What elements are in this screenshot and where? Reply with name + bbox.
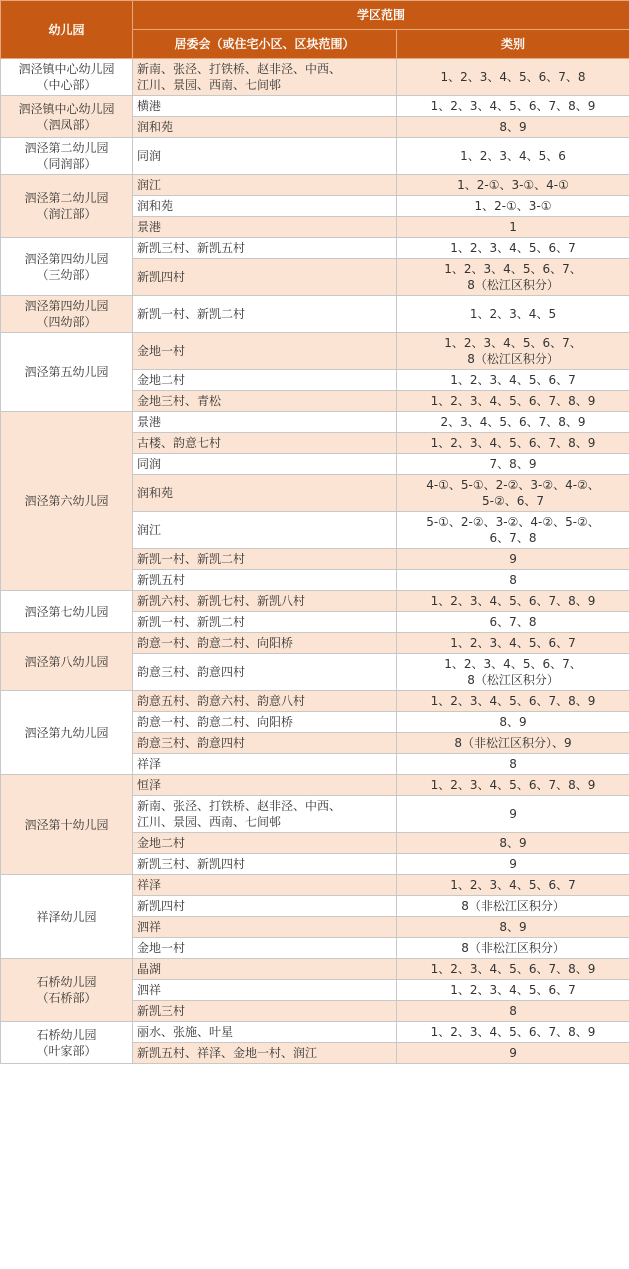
category-cell <box>397 138 629 175</box>
residence-cell <box>133 391 397 412</box>
cell-line: 8 <box>509 1004 517 1018</box>
residence-cell <box>133 138 397 175</box>
cell-line: （叶家部） <box>36 1043 97 1058</box>
cell-line: 9 <box>509 552 517 566</box>
cell-line: 新凯四村 <box>137 270 186 284</box>
cell-line: （四幼部） <box>36 315 97 329</box>
cell-line: 1、2、3、4、5、6、7 <box>450 878 576 892</box>
residence-cell <box>133 1022 397 1043</box>
cell-line: 祥泽 <box>137 878 162 892</box>
kindergarten-name <box>1 633 133 691</box>
cell-line: 泗祥 <box>137 920 162 934</box>
cell-line: 1、2、3、4、5、6、7 <box>450 983 576 997</box>
residence-cell <box>133 775 397 796</box>
kindergarten-name <box>1 775 133 875</box>
cell-line: 新凯一村、新凯二村 <box>137 307 246 321</box>
kindergarten-name <box>1 691 133 775</box>
category-cell <box>397 433 629 454</box>
cell-line: 7、8、9 <box>489 457 537 471</box>
cell-line: 新凯三村、新凯五村 <box>137 241 246 255</box>
cell-line: 1、2、3、4、5、6、7 <box>450 373 576 387</box>
category-cell <box>397 296 629 333</box>
category-cell <box>397 833 629 854</box>
cell-line: 1、2-①、3-①、4-① <box>457 178 569 192</box>
category-cell <box>397 549 629 570</box>
category-cell <box>397 117 629 138</box>
cell-line: 泗泾镇中心幼儿园 <box>18 101 115 116</box>
cell-line: 1、2、3、4、5 <box>469 307 557 321</box>
residence-cell <box>133 712 397 733</box>
category-cell <box>397 733 629 754</box>
cell-line: 4-①、5-①、2-②、3-②、4-②、 <box>426 478 600 492</box>
category-cell <box>397 512 629 549</box>
cell-line: 8（非松江区积分） <box>461 899 565 913</box>
cell-line: 景港 <box>137 415 162 429</box>
residence-cell <box>133 591 397 612</box>
residence-cell <box>133 333 397 370</box>
header-residence: 居委会（或住宅小区、区块范围） <box>133 30 397 59</box>
category-cell <box>397 896 629 917</box>
cell-line: 8（非松江区积分） <box>461 941 565 955</box>
category-cell <box>397 612 629 633</box>
cell-line: 泗泾第二幼儿园 <box>24 191 109 205</box>
residence-cell <box>133 549 397 570</box>
residence-cell <box>133 175 397 196</box>
cell-line: 景港 <box>137 220 162 234</box>
category-cell <box>397 217 629 238</box>
category-cell <box>397 96 629 117</box>
header-kindergarten: 幼儿园 <box>1 1 133 59</box>
cell-line: 韵意五村、韵意六村、韵意八村 <box>137 694 306 708</box>
cell-line: 韵意三村、韵意四村 <box>137 736 246 750</box>
residence-cell <box>133 733 397 754</box>
cell-line: 横港 <box>137 99 162 113</box>
kindergarten-name <box>1 59 133 96</box>
table-row <box>1 691 629 712</box>
cell-line: 1、2、3、4、5、6、7、8、9 <box>430 99 596 113</box>
cell-line: 金地一村 <box>137 941 186 955</box>
table-row <box>1 591 629 612</box>
cell-line: （石桥部） <box>36 991 97 1005</box>
residence-cell <box>133 938 397 959</box>
residence-cell <box>133 96 397 117</box>
category-cell <box>397 754 629 775</box>
residence-cell <box>133 633 397 654</box>
category-cell <box>397 712 629 733</box>
cell-line: 1、2、3、4、5、6、7、8、9 <box>430 394 596 408</box>
residence-cell <box>133 217 397 238</box>
category-cell <box>397 775 629 796</box>
table-row <box>1 96 629 117</box>
residence-cell <box>133 691 397 712</box>
residence-cell <box>133 117 397 138</box>
category-cell <box>397 175 629 196</box>
table-row <box>1 875 629 896</box>
residence-cell <box>133 259 397 296</box>
cell-line: 金地二村 <box>137 373 186 387</box>
category-cell <box>397 691 629 712</box>
category-cell <box>397 391 629 412</box>
residence-cell <box>133 654 397 691</box>
category-cell <box>397 196 629 217</box>
cell-line: 同润 <box>137 149 162 163</box>
cell-line: 韵意一村、韵意二村、向阳桥 <box>137 636 294 650</box>
cell-line: 石桥幼儿园 <box>36 975 97 989</box>
residence-cell <box>133 238 397 259</box>
cell-line: 1、2、3、4、5、6、7、8 <box>440 70 586 84</box>
cell-line: 同润 <box>137 457 162 471</box>
cell-line: 祥泽幼儿园 <box>36 909 97 924</box>
cell-line: 润和苑 <box>137 199 174 213</box>
cell-line: 润和苑 <box>137 120 174 134</box>
cell-line: （三幼部） <box>36 267 97 282</box>
cell-line: 润江 <box>137 523 162 537</box>
kindergarten-name <box>1 238 133 296</box>
cell-line: 新南、张泾、打铁桥、赵非泾、中西、 <box>137 62 342 76</box>
table-body <box>1 59 629 1064</box>
cell-line: 1 <box>509 220 517 234</box>
cell-line: 1、2、3、4、5、6、7 <box>450 241 576 255</box>
category-cell <box>397 570 629 591</box>
cell-line: 泗泾第八幼儿园 <box>24 654 109 669</box>
cell-line: 9 <box>509 1046 517 1060</box>
residence-cell <box>133 475 397 512</box>
cell-line: 润江 <box>137 178 162 192</box>
cell-line: 新凯五村、祥泽、金地一村、润江 <box>137 1046 318 1060</box>
table-row <box>1 238 629 259</box>
table-row <box>1 959 629 980</box>
category-cell <box>397 475 629 512</box>
kindergarten-name <box>1 412 133 591</box>
cell-line: 1、2、3、4、5、6、7、8、9 <box>430 594 596 608</box>
cell-line: 祥泽 <box>137 757 162 771</box>
cell-line: 泗泾第四幼儿园 <box>24 251 109 266</box>
cell-line: 1、2、3、4、5、6、7、8、9 <box>430 436 596 450</box>
category-cell <box>397 591 629 612</box>
residence-cell <box>133 612 397 633</box>
cell-line: 1、2、3、4、5、6、7 <box>450 636 576 650</box>
category-cell <box>397 454 629 475</box>
residence-cell <box>133 959 397 980</box>
kindergarten-name <box>1 1022 133 1064</box>
cell-line: 韵意一村、韵意二村、向阳桥 <box>137 715 294 729</box>
cell-line: 8、9 <box>499 836 527 850</box>
cell-line: 新南、张泾、打铁桥、赵非泾、中西、 <box>137 799 342 813</box>
cell-line: 新凯一村、新凯二村 <box>137 552 246 566</box>
cell-line: 泗泾第九幼儿园 <box>24 725 109 740</box>
header-school-district: 学区范围 <box>133 1 629 30</box>
cell-line: 8 <box>509 757 517 771</box>
residence-cell <box>133 570 397 591</box>
category-cell <box>397 875 629 896</box>
residence-cell <box>133 896 397 917</box>
table-row <box>1 175 629 196</box>
category-cell <box>397 654 629 691</box>
cell-line: 1、2、3、4、5、6、7、8、9 <box>430 694 596 708</box>
kindergarten-name <box>1 591 133 633</box>
cell-line: 1、2-①、3-① <box>474 199 552 213</box>
table-row <box>1 333 629 370</box>
cell-line: 石桥幼儿园 <box>36 1027 97 1042</box>
cell-line: 8、9 <box>499 120 527 134</box>
residence-cell <box>133 1001 397 1022</box>
cell-line: 新凯三村、新凯四村 <box>137 857 246 871</box>
residence-cell <box>133 296 397 333</box>
cell-line: 8、9 <box>499 920 527 934</box>
residence-cell <box>133 754 397 775</box>
cell-line: 1、2、3、4、5、6、7、8、9 <box>430 778 596 792</box>
cell-line: 8 <box>509 573 517 587</box>
residence-cell <box>133 1043 397 1064</box>
cell-line: 泗泾第十幼儿园 <box>24 817 109 832</box>
cell-line: 泗泾第四幼儿园 <box>24 299 109 313</box>
cell-line: 6、7、8 <box>489 615 537 629</box>
cell-line: 新凯五村 <box>137 573 186 587</box>
table-row <box>1 775 629 796</box>
category-cell <box>397 59 629 96</box>
cell-line: 5-①、2-②、3-②、4-②、5-②、 <box>426 515 600 529</box>
cell-line: 润和苑 <box>137 486 174 500</box>
cell-line: 8、9 <box>499 715 527 729</box>
table-row <box>1 633 629 654</box>
residence-cell <box>133 370 397 391</box>
cell-line: 1、2、3、4、5、6、7、8、9 <box>430 962 596 976</box>
cell-line: 9 <box>509 857 517 871</box>
residence-cell <box>133 512 397 549</box>
cell-line: 1、2、3、4、5、6、7、 <box>444 336 582 350</box>
residence-cell <box>133 833 397 854</box>
table-row <box>1 59 629 96</box>
residence-cell <box>133 196 397 217</box>
cell-line: 9 <box>509 807 517 821</box>
category-cell <box>397 238 629 259</box>
cell-line: （泗凤部） <box>36 117 97 132</box>
residence-cell <box>133 433 397 454</box>
kindergarten-name <box>1 959 133 1022</box>
table-row <box>1 1022 629 1043</box>
category-cell <box>397 333 629 370</box>
cell-line: 新凯三村 <box>137 1004 186 1018</box>
residence-cell <box>133 917 397 938</box>
kindergarten-name <box>1 333 133 412</box>
cell-line: 泗泾镇中心幼儿园 <box>18 62 115 76</box>
cell-line: 金地一村 <box>137 344 186 358</box>
category-cell <box>397 1022 629 1043</box>
category-cell <box>397 1043 629 1064</box>
cell-line: 江川、景园、西南、七间邨 <box>137 78 282 92</box>
cell-line: 泗泾第六幼儿园 <box>24 494 109 508</box>
cell-line: （润江部） <box>36 207 97 221</box>
cell-line: （同润部） <box>36 157 97 171</box>
residence-cell <box>133 454 397 475</box>
cell-line: 新凯四村 <box>137 899 186 913</box>
table-row <box>1 296 629 333</box>
cell-line: 1、2、3、4、5、6、7、 <box>444 657 582 671</box>
cell-line: 泗泾第五幼儿园 <box>24 365 109 379</box>
cell-line: （中心部） <box>36 78 97 92</box>
cell-line: 5-②、6、7 <box>482 494 544 508</box>
cell-line: 8（松江区积分） <box>467 673 559 687</box>
kindergarten-name <box>1 875 133 959</box>
kindergarten-name <box>1 138 133 175</box>
residence-cell <box>133 875 397 896</box>
cell-line: 8（非松江区积分）、9 <box>454 736 572 750</box>
cell-line: 泗祥 <box>137 983 162 997</box>
table-row <box>1 138 629 175</box>
category-cell <box>397 259 629 296</box>
cell-line: 2、3、4、5、6、7、8、9 <box>440 415 586 429</box>
category-cell <box>397 1001 629 1022</box>
cell-line: 新凯六村、新凯七村、新凯八村 <box>137 594 306 608</box>
cell-line: 新凯一村、新凯二村 <box>137 615 246 629</box>
cell-line: 恒泽 <box>137 778 162 792</box>
residence-cell <box>133 854 397 875</box>
cell-line: 晶湖 <box>137 962 162 976</box>
kindergarten-name <box>1 96 133 138</box>
category-cell <box>397 917 629 938</box>
cell-line: 6、7、8 <box>489 531 537 545</box>
cell-line: 8（松江区积分） <box>467 352 559 366</box>
residence-cell <box>133 412 397 433</box>
cell-line: 金地二村 <box>137 836 186 850</box>
cell-line: 1、2、3、4、5、6 <box>460 149 566 163</box>
category-cell <box>397 796 629 833</box>
category-cell <box>397 412 629 433</box>
cell-line: 8（松江区积分） <box>467 278 559 292</box>
cell-line: 韵意三村、韵意四村 <box>137 665 246 679</box>
category-cell <box>397 633 629 654</box>
residence-cell <box>133 796 397 833</box>
category-cell <box>397 980 629 1001</box>
cell-line: 1、2、3、4、5、6、7、 <box>444 262 582 276</box>
cell-line: 泗泾第二幼儿园 <box>24 141 109 155</box>
header-category: 类别 <box>397 30 629 59</box>
table-row <box>1 412 629 433</box>
cell-line: 古楼、韵意七村 <box>137 436 222 450</box>
cell-line: 江川、景园、西南、七间邨 <box>137 815 282 829</box>
category-cell <box>397 854 629 875</box>
residence-cell <box>133 59 397 96</box>
cell-line: 泗泾第七幼儿园 <box>24 604 109 619</box>
category-cell <box>397 370 629 391</box>
category-cell <box>397 959 629 980</box>
cell-line: 丽水、张施、叶星 <box>137 1025 234 1039</box>
category-cell <box>397 938 629 959</box>
cell-line: 金地三村、青松 <box>137 394 222 408</box>
kindergarten-name <box>1 296 133 333</box>
residence-cell <box>133 980 397 1001</box>
cell-line: 1、2、3、4、5、6、7、8、9 <box>430 1025 596 1039</box>
kindergarten-name <box>1 175 133 238</box>
